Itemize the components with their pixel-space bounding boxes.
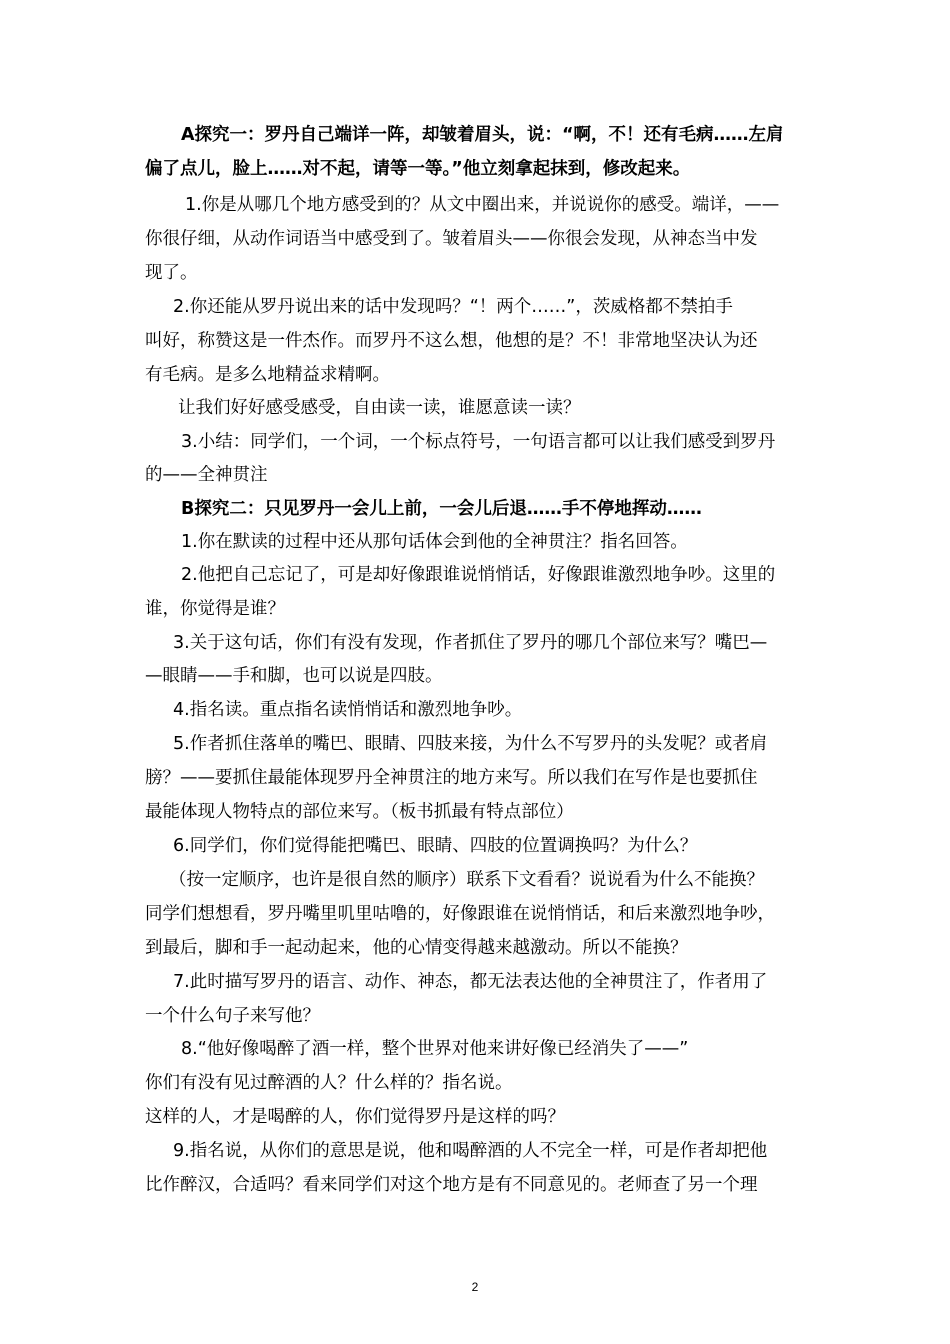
text-line: 到最后，脚和手一起动起来，他的心情变得越来越激动。所以不能换？ — [145, 938, 688, 958]
text-line: 叫好，称赞这是一件杰作。而罗丹不这么想，他想的是？不！非常地坚决认为还 — [145, 331, 758, 351]
text-line: 谁，你觉得是谁？ — [145, 599, 285, 619]
text-line: A探究一：罗丹自己端详一阵，却皱着眉头，说：“啊，不！还有毛病……左肩 — [181, 125, 784, 145]
text-line: 2.你还能从罗丹说出来的话中发现吗？“！两个……”，茨威格都不禁拍手 — [173, 297, 733, 317]
text-line: 4.指名读。重点指名读悄悄话和激烈地争吵。 — [173, 700, 523, 720]
text-line: 你很仔细，从动作词语当中感受到了。皱着眉头——你很会发现，从神态当中发 — [145, 229, 758, 249]
text-line: 7.此时描写罗丹的语言、动作、神态，都无法表达他的全神贯注了，作者用了 — [173, 972, 768, 992]
text-line: 的——全神贯注 — [145, 465, 268, 485]
text-line: 这样的人，才是喝醉的人，你们觉得罗丹是这样的吗？ — [145, 1107, 565, 1127]
text-line: 1.你在默读的过程中还从那句话体会到他的全神贯注？指名回答。 — [181, 532, 688, 552]
text-line: 3.关于这句话，你们有没有发现，作者抓住了罗丹的哪几个部位来写？嘴巴— — [173, 633, 768, 653]
text-line: 让我们好好感受感受，自由读一读，谁愿意读一读？ — [178, 398, 581, 418]
text-line: （按一定顺序，也许是很自然的顺序）联系下文看看？说说看为什么不能换？ — [169, 870, 764, 890]
text-line: 3.小结：同学们，一个词，一个标点符号，一句语言都可以让我们感受到罗丹 — [181, 432, 776, 452]
text-line: 2.他把自己忘记了，可是却好像跟谁说悄悄话，好像跟谁激烈地争吵。这里的 — [181, 565, 776, 585]
text-line: 1.你是从哪几个地方感受到的？从文中圈出来，并说说你的感受。端详，—— — [185, 195, 780, 215]
page-number: 2 — [471, 1280, 479, 1294]
text-line: 9.指名说，从你们的意思是说，他和喝醉酒的人不完全一样，可是作者却把他 — [173, 1141, 768, 1161]
text-line: 偏了点儿，脸上……对不起，请等一等。”他立刻拿起抹到，修改起来。 — [145, 159, 691, 179]
text-line: 有毛病。是多么地精益求精啊。 — [145, 365, 390, 385]
text-line: 5.作者抓住落单的嘴巴、眼睛、四肢来接，为什么不写罗丹的头发呢？或者肩 — [173, 734, 768, 754]
text-line: —眼睛——手和脚，也可以说是四肢。 — [145, 666, 443, 686]
text-line: 比作醉汉，合适吗？看来同学们对这个地方是有不同意见的。老师查了另一个理 — [145, 1175, 758, 1195]
text-line: 6.同学们，你们觉得能把嘴巴、眼睛、四肢的位置调换吗？为什么？ — [173, 836, 698, 856]
text-line: 膀？——要抓住最能体现罗丹全神贯注的地方来写。所以我们在写作是也要抓住 — [145, 768, 758, 788]
text-line: 同学们想想看，罗丹嘴里叽里咕噜的，好像跟谁在说悄悄话，和后来激烈地争吵， — [145, 904, 775, 924]
text-line: 你们有没有见过醉酒的人？什么样的？指名说。 — [145, 1073, 513, 1093]
text-line: 一个什么句子来写他？ — [145, 1006, 320, 1026]
text-line: 最能体现人物特点的部位来写。（板书抓最有特点部位） — [145, 802, 574, 822]
text-line: B探究二：只见罗丹一会儿上前，一会儿后退……手不停地挥动…… — [181, 499, 702, 519]
text-line: 现了。 — [145, 263, 198, 283]
text-line: 8.“他好像喝醉了酒一样，整个世界对他来讲好像已经消失了——” — [181, 1039, 689, 1059]
